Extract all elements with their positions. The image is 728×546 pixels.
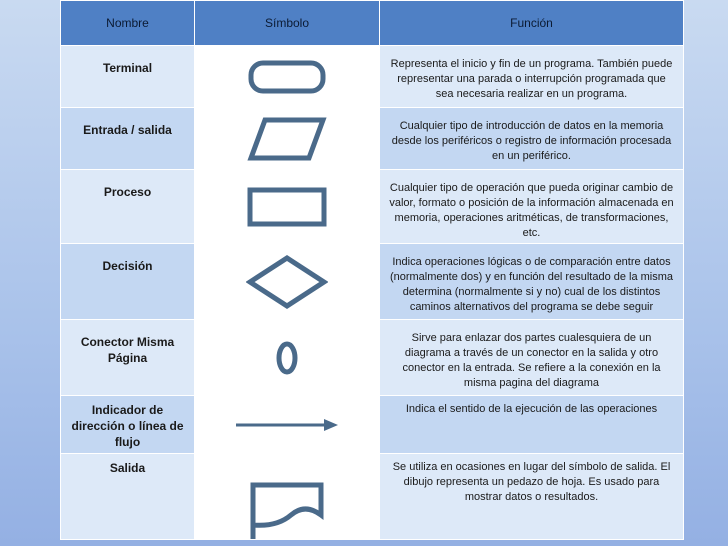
row-function: Indica el sentido de la ejecución de las operaciones — [380, 396, 684, 454]
output-document-icon — [247, 481, 327, 539]
table-row-conector — [61, 320, 684, 396]
row-function: Cualquier tipo de operación que pueda originar cambio de valor, formato o posición de la información almacenada en memoria, operaciones aritméticas, de transformaciones, etc. — [380, 170, 684, 244]
row-function: Sirve para enlazar dos partes cualesquiera de un diagrama a través de un conector en la salida y otro conector en la entrada. Se refiere a la conexión en la misma pagina del diagrama — [380, 320, 684, 396]
row-name: Terminal — [61, 46, 195, 108]
flow-line-arrow-icon — [232, 415, 342, 435]
row-name: Entrada / salida — [61, 108, 195, 170]
row-symbol-cell — [195, 320, 380, 396]
row-name: Proceso — [61, 170, 195, 244]
terminal-rounded-rect-icon — [247, 57, 327, 97]
row-function: Representa el inicio y fin de un programa. También puede representar una parada o interrupción programada que sea necesaria realizar en un programa. — [380, 46, 684, 108]
row-name: Salida — [61, 454, 195, 540]
row-symbol-cell — [195, 454, 380, 540]
table-row-terminal — [61, 46, 684, 108]
input-output-parallelogram-icon — [247, 116, 327, 162]
table-row-proceso — [61, 170, 684, 244]
header-function: Función — [380, 1, 684, 46]
flowchart-symbols-table — [60, 0, 684, 540]
same-page-connector-oval-icon — [272, 336, 302, 380]
row-symbol-cell — [195, 46, 380, 108]
row-symbol-cell — [195, 396, 380, 454]
decision-diamond-icon — [246, 254, 328, 310]
row-symbol-cell — [195, 108, 380, 170]
table-row-flujo — [61, 396, 684, 454]
table-header-row — [61, 1, 684, 46]
header-symbol: Símbolo — [195, 1, 380, 46]
row-function: Cualquier tipo de introducción de datos en la memoria desde los periféricos o registro de información procesada en un periférico. — [380, 108, 684, 170]
row-symbol-cell — [195, 170, 380, 244]
table-row-salida — [61, 454, 684, 540]
header-name: Nombre — [61, 1, 195, 46]
row-name: Conector Misma Página — [61, 320, 195, 396]
process-rectangle-icon — [246, 186, 328, 228]
flowchart-symbols-table-container — [60, 0, 683, 546]
row-name: Indicador de dirección o línea de flujo — [61, 396, 195, 454]
table-row-entrada-salida — [61, 108, 684, 170]
row-function: Se utiliza en ocasiones en lugar del símbolo de salida. El dibujo representa un pedazo de hoja. Es usado para mostrar datos o resultados. — [380, 454, 684, 540]
table-row-decision — [61, 244, 684, 320]
row-symbol-cell — [195, 244, 380, 320]
row-function: Indica operaciones lógicas o de comparación entre datos (normalmente dos) y en función del resultado de la misma determina (normalmente si y no) cual de los distintos caminos alternativos del programa se debe seguir — [380, 244, 684, 320]
row-name: Decisión — [61, 244, 195, 320]
